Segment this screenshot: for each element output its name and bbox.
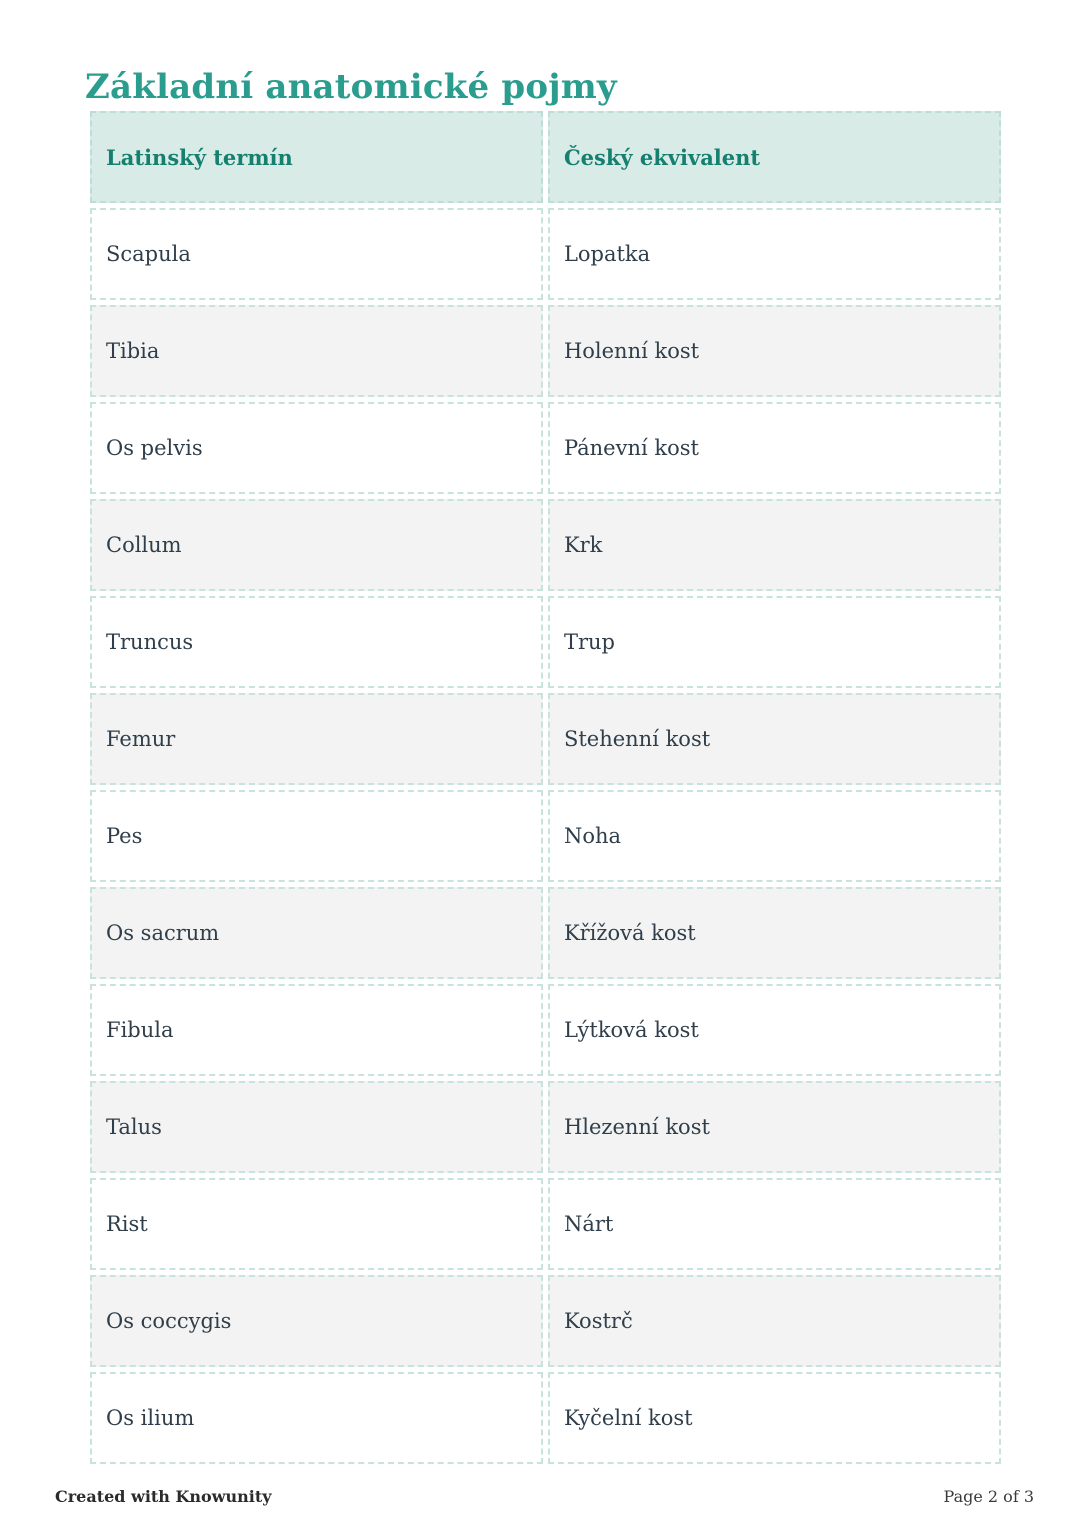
latin-term-cell: Os ilium xyxy=(90,1372,543,1464)
table-row xyxy=(90,1275,1001,1367)
czech-equivalent-cell: Holenní kost xyxy=(548,305,1001,397)
latin-term-cell: Os pelvis xyxy=(90,402,543,494)
latin-term-cell: Scapula xyxy=(90,208,543,300)
czech-equivalent-cell: Krk xyxy=(548,499,1001,591)
table-row xyxy=(90,790,1001,882)
table-row xyxy=(90,499,1001,591)
latin-term-cell: Tibia xyxy=(90,305,543,397)
latin-term-cell: Truncus xyxy=(90,596,543,688)
latin-term-cell: Rist xyxy=(90,1178,543,1270)
latin-term-cell: Femur xyxy=(90,693,543,785)
table-row xyxy=(90,693,1001,785)
latin-term-cell: Fibula xyxy=(90,984,543,1076)
table-body xyxy=(90,208,1001,1464)
czech-equivalent-cell: Kyčelní kost xyxy=(548,1372,1001,1464)
czech-equivalent-cell: Pánevní kost xyxy=(548,402,1001,494)
czech-equivalent-cell: Lopatka xyxy=(548,208,1001,300)
table-row xyxy=(90,402,1001,494)
czech-equivalent-cell: Lýtková kost xyxy=(548,984,1001,1076)
czech-equivalent-cell: Noha xyxy=(548,790,1001,882)
latin-term-cell: Collum xyxy=(90,499,543,591)
czech-equivalent-cell: Kostrč xyxy=(548,1275,1001,1367)
table-row xyxy=(90,1178,1001,1270)
czech-equivalent-cell: Křížová kost xyxy=(548,887,1001,979)
table-header-row xyxy=(90,111,1001,203)
column-header-czech: Český ekvivalent xyxy=(548,111,1001,203)
table-row xyxy=(90,984,1001,1076)
table-row xyxy=(90,208,1001,300)
table-row xyxy=(90,1081,1001,1173)
czech-equivalent-cell: Stehenní kost xyxy=(548,693,1001,785)
czech-equivalent-cell: Trup xyxy=(548,596,1001,688)
table-row xyxy=(90,1372,1001,1464)
czech-equivalent-cell: Nárt xyxy=(548,1178,1001,1270)
anatomy-terms-table xyxy=(85,106,1006,1469)
table-row xyxy=(90,887,1001,979)
latin-term-cell: Pes xyxy=(90,790,543,882)
table-header xyxy=(90,111,1001,203)
page-footer xyxy=(55,1487,1034,1506)
table-row xyxy=(90,305,1001,397)
table-row xyxy=(90,596,1001,688)
column-header-latin: Latinský termín xyxy=(90,111,543,203)
latin-term-cell: Os sacrum xyxy=(90,887,543,979)
czech-equivalent-cell: Hlezenní kost xyxy=(548,1081,1001,1173)
latin-term-cell: Talus xyxy=(90,1081,543,1173)
page-number-indicator: Page 2 of 3 xyxy=(943,1487,1034,1506)
page-title: Základní anatomické pojmy xyxy=(85,66,617,107)
created-with-label: Created with Knowunity xyxy=(55,1487,272,1506)
latin-term-cell: Os coccygis xyxy=(90,1275,543,1367)
